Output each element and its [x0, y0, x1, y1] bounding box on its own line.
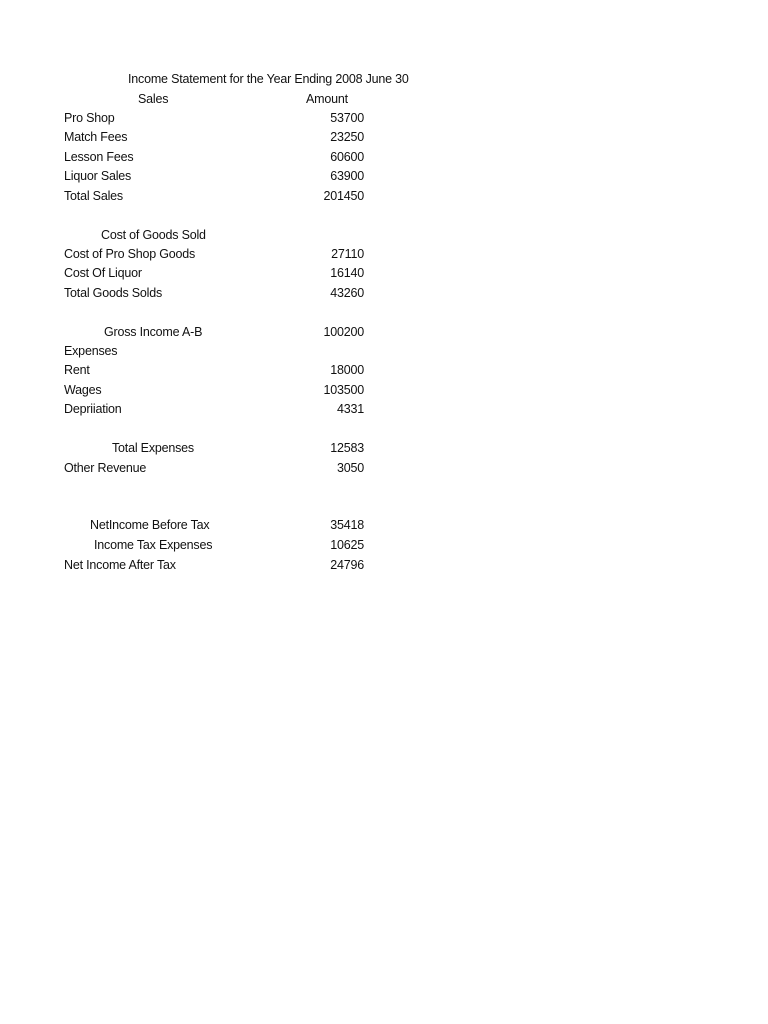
liquor-sales-label: Liquor Sales	[64, 169, 132, 183]
pro-shop-value: 53700	[330, 111, 364, 125]
liquor-sales-value: 63900	[330, 169, 364, 183]
total-sales-value: 201450	[323, 189, 364, 203]
pro-shop-label: Pro Shop	[64, 111, 115, 125]
lesson-fees-value: 60600	[330, 150, 364, 164]
cost-liquor-value: 16140	[330, 266, 364, 280]
gross-income-label: Gross Income A-B	[104, 325, 203, 339]
income-tax-value: 10625	[330, 538, 364, 552]
other-revenue-label: Other Revenue	[64, 461, 147, 475]
net-income-after-tax-value: 24796	[330, 558, 364, 572]
net-income-before-tax-value: 35418	[330, 518, 364, 532]
cogs-heading: Cost of Goods Sold	[101, 228, 206, 242]
total-expenses-value: 12583	[330, 441, 364, 455]
depreciation-value: 4331	[336, 402, 364, 416]
wages-value: 103500	[323, 383, 364, 397]
wages-label: Wages	[64, 383, 102, 397]
other-revenue-value: 3050	[336, 461, 364, 475]
income-tax-label: Income Tax Expenses	[94, 538, 213, 552]
rent-value: 18000	[330, 363, 364, 377]
amount-column-header: Amount	[306, 92, 348, 106]
net-income-after-tax-label: Net Income After Tax	[64, 558, 176, 572]
expenses-heading: Expenses	[64, 344, 118, 358]
cost-liquor-label: Cost Of Liquor	[64, 266, 142, 280]
cost-pro-shop-goods-label: Cost of Pro Shop Goods	[64, 247, 196, 261]
total-expenses-label: Total Expenses	[112, 441, 194, 455]
total-goods-sold-value: 43260	[330, 286, 364, 300]
match-fees-value: 23250	[330, 130, 364, 144]
gross-income-value: 100200	[323, 325, 364, 339]
cost-pro-shop-goods-value: 27110	[331, 247, 364, 261]
statement-title: Income Statement for the Year Ending 2008 June 30	[128, 72, 409, 86]
total-goods-sold-label: Total Goods Solds	[64, 286, 163, 300]
net-income-before-tax-label: NetIncome Before Tax	[90, 518, 210, 532]
rent-label: Rent	[64, 363, 90, 377]
lesson-fees-label: Lesson Fees	[64, 150, 134, 164]
total-sales-label: Total Sales	[64, 189, 123, 203]
match-fees-label: Match Fees	[64, 130, 128, 144]
sales-column-header: Sales	[138, 92, 169, 106]
depreciation-label: Depriiation	[64, 402, 122, 416]
